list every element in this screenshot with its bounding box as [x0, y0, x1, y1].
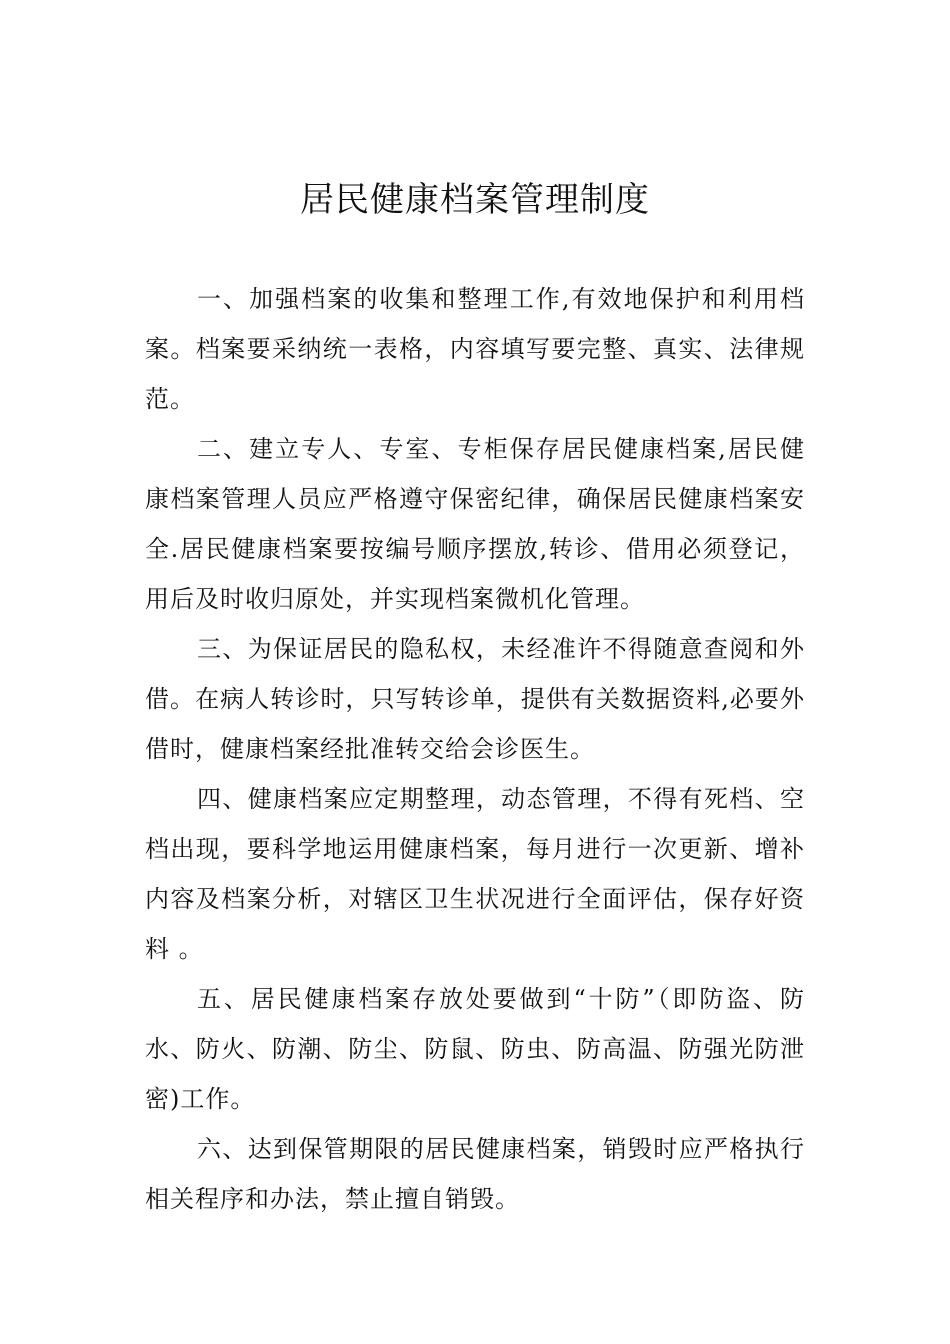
- document-title: 居民健康档案管理制度: [300, 180, 650, 220]
- paragraph-5: 五、居民健康档案存放处要做到“十防”（即防盗、防水、防火、防潮、防尘、防鼠、防虫、防高温、防强光防泄密)工作。: [145, 985, 805, 1113]
- paragraph-6: 六、达到保管期限的居民健康档案，销毁时应严格执行相关程序和办法，禁止擅自销毁。: [145, 1135, 805, 1213]
- paragraph-4: 四、健康档案应定期整理，动态管理，不得有死档、空档出现，要科学地运用健康档案，每月进行一次更新、增补内容及档案分析，对辖区卫生状况进行全面评估，保存好资料 。: [145, 785, 805, 963]
- paragraph-2: 二、建立专人、专室、专柜保存居民健康档案,居民健康档案管理人员应严格遵守保密纪律，确保居民健康档案安全.居民健康档案要按编号顺序摆放,转诊、借用必须登记，用后及时收归原处，并实现档案微机化管理。: [145, 435, 805, 613]
- paragraph-1: 一、加强档案的收集和整理工作,有效地保护和利用档案。档案要采纳统一表格，内容填写要完整、真实、法律规范。: [145, 285, 805, 413]
- paragraph-3: 三、为保证居民的隐私权，未经准许不得随意查阅和外借。在病人转诊时，只写转诊单，提供有关数据资料,必要外借时，健康档案经批准转交给会诊医生。: [145, 635, 805, 763]
- document-body: [145, 274, 805, 1224]
